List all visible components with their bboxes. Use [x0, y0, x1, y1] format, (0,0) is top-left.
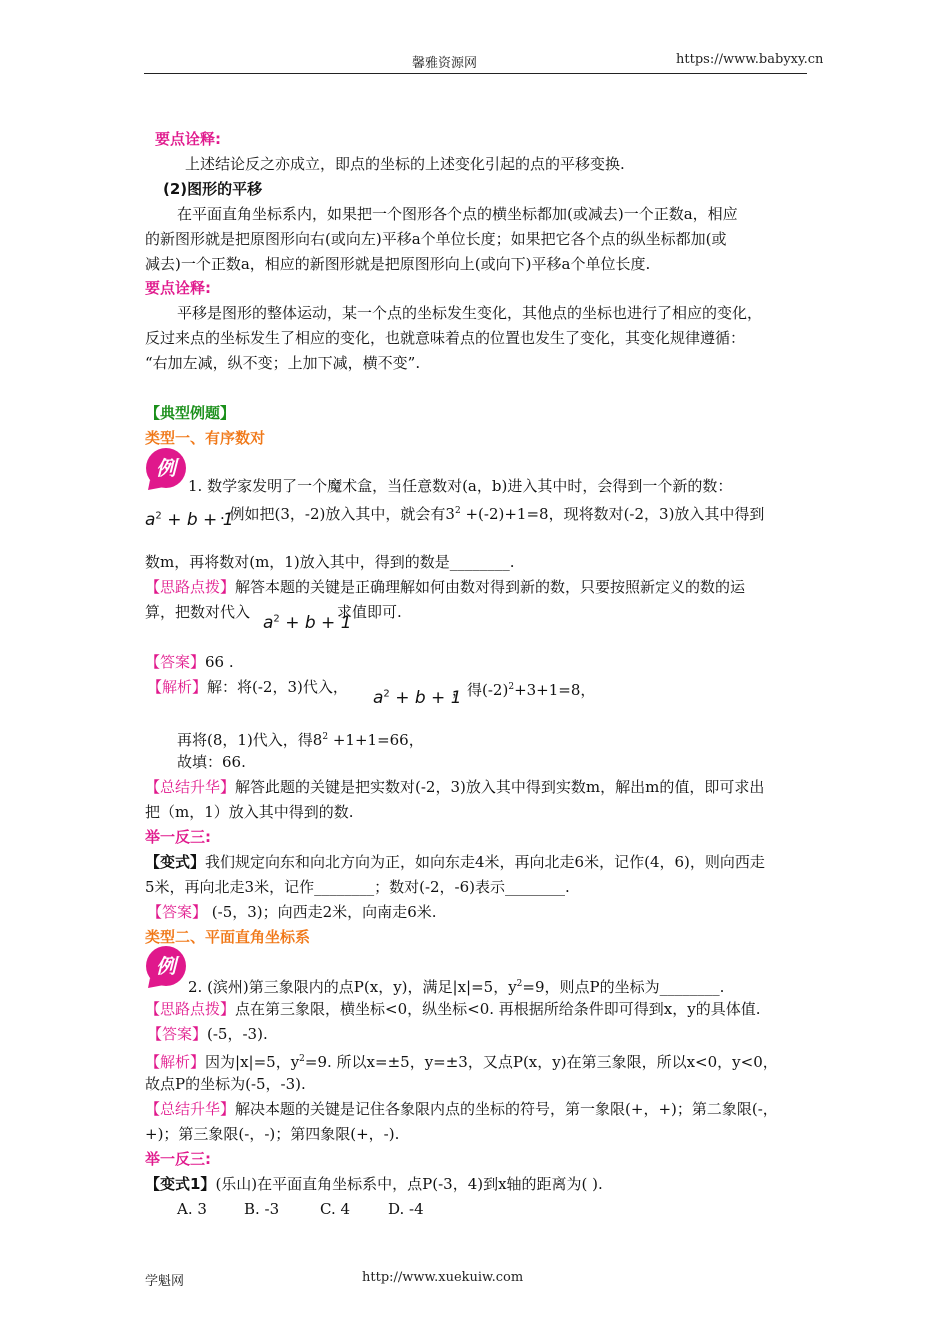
q-sup: 2	[516, 979, 523, 989]
type1-title: 类型一、有序数对	[145, 429, 266, 447]
badge-label: 例	[156, 954, 176, 978]
type1-hint	[145, 577, 745, 597]
type2-variant	[145, 1174, 603, 1194]
examples-heading: 【典型例题】	[145, 404, 236, 422]
formula-a2-b-1	[373, 688, 462, 708]
example-badge-icon	[144, 446, 188, 490]
footer-site-name: 学魁网	[145, 1274, 185, 1289]
section2-heading: (2)图形的平移	[163, 180, 263, 198]
type1-analysis	[147, 677, 348, 697]
section2-line: 在平面直角坐标系内，如果把一个图形各个点的横坐标都加(或减去)一个正数a，相应	[177, 205, 738, 223]
type1-analysis-tail	[452, 677, 595, 700]
hint-label: 【思路点拨】	[145, 1000, 236, 1018]
analysis-tail: =9. 所以x=±5，y=±3，又点P(x，y)在第三象限，所以x<0，y<0，	[304, 1053, 778, 1071]
type1-practice-label: 举一反三:	[145, 828, 211, 846]
type1-summary	[145, 777, 764, 797]
formula-base: a	[373, 688, 384, 708]
analysis-head: 因为|x|=5，y	[205, 1053, 300, 1071]
footer-url[interactable]: http://www.xuekuiw.com	[362, 1270, 524, 1285]
variant-answer-text: (-5，3)；向西走2米，向南走6米.	[207, 903, 437, 921]
option-c: C. 4	[320, 1200, 351, 1218]
type1-variant	[145, 852, 765, 872]
answer-value: 66 .	[205, 653, 234, 671]
note2-line: “右加左减，纵不变；上加下减，横不变”.	[145, 354, 421, 372]
formula-rest: + b + 1	[389, 688, 462, 708]
analysis2-head: 再将(8，1)代入，得8	[177, 731, 323, 749]
note2-line: 反过来点的坐标发生了相应的变化，也就意味着点的位置也发生了变化，其变化规律遵循：	[145, 329, 746, 347]
formula-rest: + b + 1	[279, 613, 352, 633]
hint-text: 解答本题的关键是正确理解如何由数对得到新的数，只要按照新定义的数的运	[235, 578, 746, 596]
example-badge-icon	[144, 944, 188, 988]
q2-tail: +(-2)+1=8，现将数对(-2，3)放入其中得到	[460, 505, 765, 523]
type1-summary-line2: 把（m，1）放入其中得到的数.	[145, 803, 354, 821]
header-rule	[144, 73, 807, 74]
note2-label: 要点诠释:	[145, 279, 211, 297]
summary-label: 【总结升华】	[145, 1100, 236, 1118]
type1-variant-line2: 5米，再向北走3米，记作________；数对(-2，-6)表示________.	[145, 878, 570, 896]
hint-label: 【思路点拨】	[145, 578, 236, 596]
q-tail: =9，则点P的坐标为________.	[522, 978, 725, 996]
note2-line: 平移是图形的整体运动，某一个点的坐标发生变化，其他点的坐标也进行了相应的变化，	[177, 304, 763, 322]
analysis-tail: ，得(-2)	[452, 681, 509, 699]
summary-text: 解答此题的关键是把实数对(-2，3)放入其中得到实数m，解出m的值，即可求出	[235, 778, 765, 796]
answer-label: 【答案】	[145, 653, 206, 671]
formula-exp: 2	[383, 688, 390, 700]
formula-base: a	[263, 613, 274, 633]
analysis-sup: 2	[299, 1054, 305, 1064]
variant-text: (乐山)在平面直角坐标系中，点P(-3，4)到x轴的距离为( ).	[215, 1175, 603, 1193]
type2-title: 类型二、平面直角坐标系	[145, 928, 311, 946]
badge-label: 例	[156, 456, 176, 480]
type1-hint-line2: 算，把数对代入	[145, 603, 251, 621]
summary-label: 【总结升华】	[145, 778, 236, 796]
type2-analysis-line2: 故点P的坐标为(-5，-3).	[145, 1075, 306, 1093]
analysis-text: 解：将(-2，3)代入，	[207, 678, 348, 696]
formula-base: a	[145, 510, 156, 530]
type1-analysis-line2	[177, 727, 424, 750]
formula-exp: 2	[155, 510, 162, 522]
hint-text: 点在第三象限，横坐标<0，纵坐标<0. 再根据所给条件即可得到x，y的具体值.	[235, 1000, 761, 1018]
type2-question	[188, 974, 724, 997]
note1-text: 上述结论反之亦成立，即点的坐标的上述变化引起的点的平移变换.	[185, 155, 625, 173]
type2-practice-label: 举一反三:	[145, 1150, 211, 1168]
q2-head: . 例如把(3，-2)放入其中，就会有3	[220, 505, 455, 523]
type1-question-line2	[220, 501, 764, 524]
type2-answer	[147, 1024, 268, 1044]
type2-summary-line2: +)；第三象限(-，-)；第四象限(+，-).	[145, 1125, 400, 1143]
section2-line: 的新图形就是把原图形向右(或向左)平移a个单位长度；如果把它各个点的纵坐标都加(或	[145, 230, 727, 248]
analysis2-tail: +1+1=66，	[328, 731, 424, 749]
summary-text: 解决本题的关键是记住各象限内点的坐标的符号，第一象限(+，+)；第二象限(-，	[235, 1100, 778, 1118]
analysis-end: +3+1=8，	[514, 681, 596, 699]
header-site-name: 馨雅资源网	[412, 56, 478, 71]
section2-line: 减去)一个正数a，相应的新图形就是把原图形向上(或向下)平移a个单位长度.	[145, 255, 651, 273]
answer-value: (-5，-3).	[207, 1025, 268, 1043]
type1-question-line: 1. 数学家发明了一个魔术盒，当任意数对(a，b)进入其中时，会得到一个新的数：	[188, 477, 733, 495]
variant-answer-label: 【答案】	[147, 903, 208, 921]
variant-label: 【变式1】	[145, 1175, 216, 1193]
type1-hint-line2-tail: 求值即可.	[337, 603, 402, 621]
type2-analysis	[145, 1049, 778, 1072]
variant-label: 【变式】	[145, 853, 206, 871]
analysis-sup: 2	[508, 682, 515, 692]
answer-label: 【答案】	[147, 1025, 208, 1043]
analysis-label: 【解析】	[147, 678, 208, 696]
formula-rest: + b + 1	[161, 510, 234, 530]
option-b: B. -3	[244, 1200, 280, 1218]
option-d: D. -4	[388, 1200, 424, 1218]
note1-label: 要点诠释:	[155, 130, 221, 148]
header-url[interactable]: https://www.babyxy.cn	[676, 52, 824, 67]
analysis2-sup: 2	[322, 732, 329, 742]
type1-answer	[145, 652, 234, 672]
formula-exp: 2	[273, 613, 280, 625]
type1-question-line3: 数m，再将数对(m，1)放入其中，得到的数是________.	[145, 553, 515, 571]
variant-text: 我们规定向东和向北方向为正，如向东走4米，再向北走6米，记作(4，6)，则向西走	[205, 853, 765, 871]
type2-summary	[145, 1099, 778, 1119]
type1-variant-answer	[147, 902, 437, 922]
analysis-label: 【解析】	[145, 1053, 206, 1071]
type2-hint	[145, 999, 760, 1019]
option-a: A. 3	[177, 1200, 207, 1218]
q-head: 2. (滨州)第三象限内的点P(x，y)，满足|x|=5，y	[188, 978, 517, 996]
type1-analysis-line3: 故填：66.	[177, 753, 246, 771]
q2-sup: 2	[454, 506, 461, 516]
